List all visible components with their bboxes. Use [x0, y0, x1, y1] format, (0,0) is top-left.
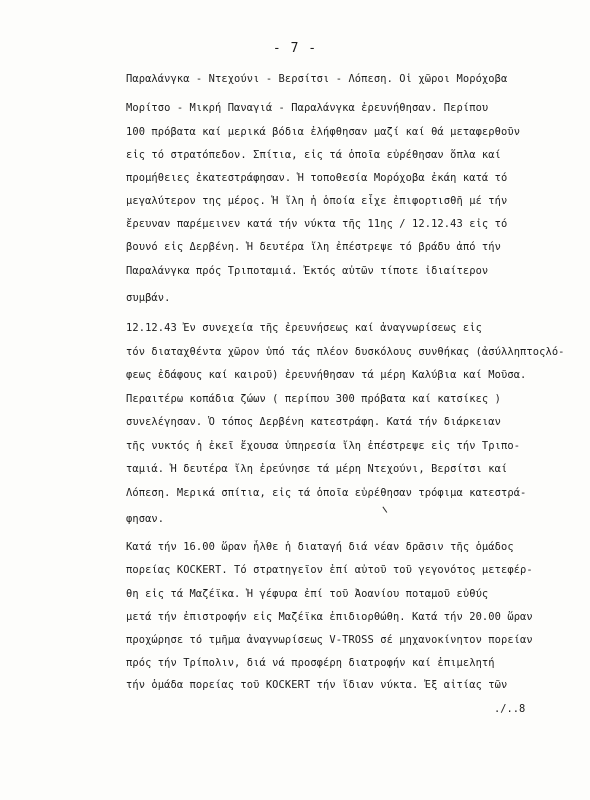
text-line: Περαιτέρω κοπάδια ζώων ( περίπου 300 πρόβατα καί κατσίκες ) — [126, 393, 501, 405]
text-line: φησαν. — [126, 513, 165, 525]
text-line: εἰς τό στρατόπεδον. Σπίτια, εἰς τά ὁποῖα εὐρέθησαν ὅπλα καί — [126, 149, 501, 161]
text-line: συνελέγησαν. Ὁ τόπος Δερβένη κατεστράφη. Κατά τήν διάρκειαν — [126, 416, 501, 428]
text-line: μεγαλύτερον της μέρος. Ἡ ἴλη ἡ ὁποία εἶχε ἐπιφορτισθῆ μέ τήν — [126, 195, 508, 207]
text-line: πρός τήν Τρίπολιν, διά νά προσφέρη διατροφήν καί ἐπιμελητή — [126, 657, 495, 669]
text-line: μετά τήν ἐπιστροφήν εἰς Μαζέϊκα ἐπιδιορθώθη. Κατά τήν 20.00 ὥραν — [126, 611, 533, 623]
text-line: προχώρησε τό τμῆμα ἀναγνωρίσεως V-TROSS σέ μηχανοκίνητον πορείαν — [126, 634, 533, 646]
text-line: προμήθειες ἐκατεστράφησαν. Ἡ τοποθεσία Μορόχοβα ἐκάη κατά τό — [126, 172, 508, 184]
text-line: Παραλάνγκα - Ντεχούνι - Βερσίτσι - Λόπεση. Οἱ χῶροι Μορόχοβα — [126, 73, 508, 85]
text-line: Κατά τήν 16.00 ὥραν ἦλθε ἡ διαταγή διά νέαν δρᾶσιν τῆς ὁμάδος — [126, 541, 514, 553]
text-line: τόν διαταχθέντα χῶρον ὑπό τάς πλέον δυσκόλους συνθήκας (ἀσύλληπτοςλό- — [126, 346, 565, 358]
text-line: Παραλάνγκα πρός Τριποταμιά. Ἐκτός αὐτῶν τίποτε ἰδιαίτερον — [126, 265, 489, 277]
next-page-reference: ./..8 — [494, 703, 526, 715]
text-line: βουνό εἰς Δερβένη. Ἡ δευτέρα ἴλη ἐπέστρεψε τό βράδυ ἀπό τήν — [126, 241, 501, 253]
text-line: θη εἰς τά Μαζέϊκα. Ἡ γέφυρα ἐπί τοῦ Ἀοανίου ποταμοῦ εὐθύς — [126, 588, 489, 600]
text-line: ἔρευναν παρέμεινεν κατά τήν νύκτα τῆς 11ης / 12.12.43 εἰς τό — [126, 218, 508, 230]
text-line: συμβάν. — [126, 292, 171, 304]
text-line: τήν ὁμάδα πορείας τοῦ KOCKERT τήν ἴδιαν νύκτα. Ἐξ αἰτίας τῶν — [126, 679, 508, 691]
page-number: - 7 - — [272, 41, 318, 56]
text-line: πορείας KOCKERT. Τό στρατηγεῖον ἐπί αὐτοῦ τοῦ γεγονότος μετεφέρ- — [126, 564, 533, 576]
text-line: ταμιά. Ἡ δευτέρα ἴλη ἐρεύνησε τά μέρη Ντεχούνι, Βερσίτσι καί — [126, 463, 508, 475]
text-line: Μορίτσο - Μικρή Παναγιά - Παραλάνγκα ἐρευνήθησαν. Περίπου — [126, 102, 489, 114]
text-line: τῆς νυκτός ἡ ἐκεῖ ἔχουσα ὑπηρεσία ἴλη ἐπέστρεψε εἰς τήν Τριπο- — [126, 440, 521, 452]
text-line: 12.12.43 Ἐν συνεχεία τῆς ἐρευνήσεως καί ἀναγνωρίσεως εἰς — [126, 322, 482, 334]
text-line: Λόπεση. Μερικά σπίτια, εἰς τά ὁποῖα εὑρέθησαν τρόφιμα κατεστρά- — [126, 487, 527, 499]
text-line: φεως ἐδάφους καί καιροῦ) ἐρευνήθησαν τά μέρη Καλύβια καί Μοῦσα. — [126, 369, 527, 381]
text-line: 100 πρόβατα καί μερικά βόδια ἐλήφθησαν μαζί καί θά μεταφερθοῦν — [126, 126, 521, 138]
